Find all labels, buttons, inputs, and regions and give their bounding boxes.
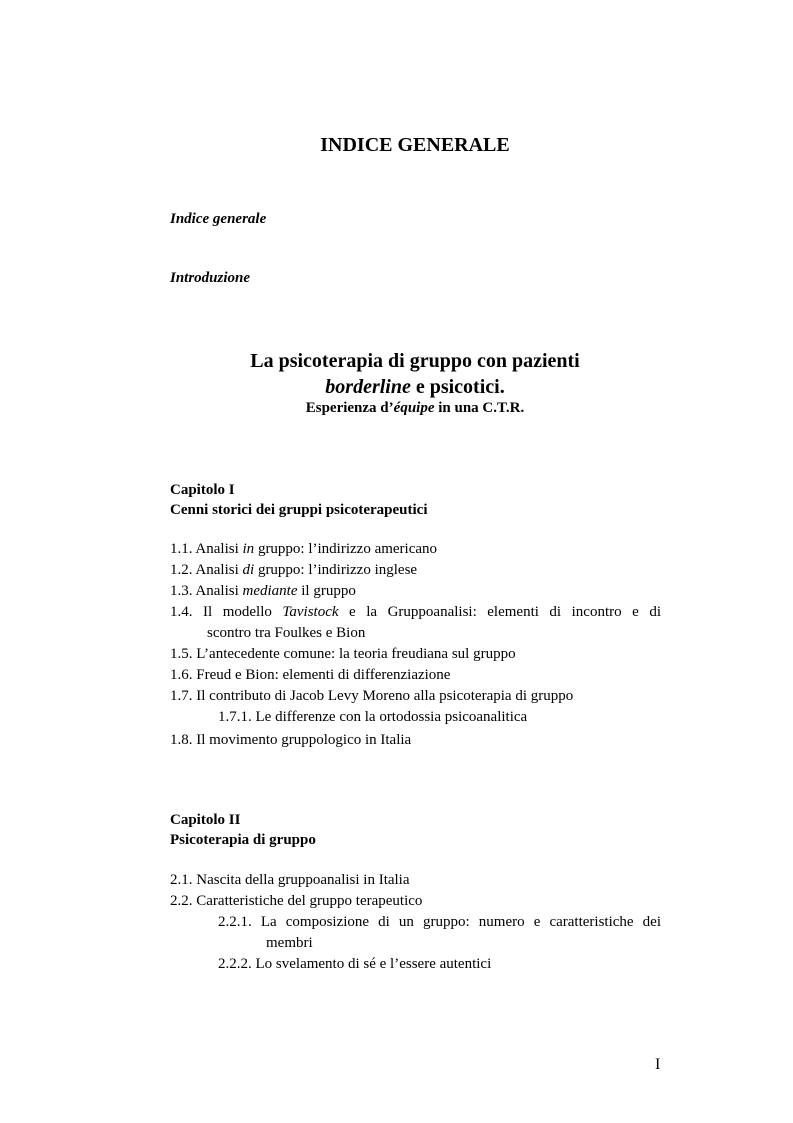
toc-entry-1-8: 1.8. Il movimento gruppologico in Italia (170, 732, 412, 748)
work-title-line-1: La psicoterapia di gruppo con pazienti (250, 350, 580, 372)
entry-text: gruppo: l’indirizzo inglese (254, 562, 418, 578)
toc-entry-1-6: 1.6. Freud e Bion: elementi di differenziazione (170, 667, 451, 683)
toc-entry-1-4 (170, 602, 661, 623)
subtitle-part-b: in una C.T.R. (434, 400, 525, 416)
work-title-line-2-rest: e psicotici. (410, 376, 505, 398)
subtitle-part-a: Esperienza d’ (305, 400, 394, 416)
toc-entry-2-2-1: 2.2.1. La composizione di un gruppo: numero e caratteristiche dei (218, 914, 661, 930)
entry-text: 1.3. Analisi (170, 583, 243, 599)
toc-entry-1-4-continuation: scontro tra Foulkes e Bion (207, 625, 366, 641)
entry-text: gruppo: l’indirizzo americano (254, 541, 438, 557)
toc-item-introduzione: Introduzione (170, 270, 251, 286)
toc-item-indice-generale: Indice generale (170, 211, 267, 227)
entry-italic: Tavistock (282, 604, 339, 620)
entry-italic: in (242, 541, 255, 557)
entry-italic: di (242, 562, 255, 578)
chapter-2-title: Psicoterapia di gruppo (170, 832, 316, 848)
toc-entry-1-7-1: 1.7.1. Le differenze con la ortodossia psicoanalitica (218, 709, 528, 725)
toc-entry-2-1: 2.1. Nascita della gruppoanalisi in Italia (170, 872, 410, 888)
work-title-subtitle (0, 400, 793, 417)
toc-entry-1-2 (170, 560, 417, 581)
work-title-italic: borderline (325, 376, 411, 398)
entry-text: e la Gruppoanalisi: elementi di incontro e di (338, 604, 661, 620)
chapter-1-title: Cenni storici dei gruppi psicoterapeutici (170, 502, 428, 518)
toc-entry-1-3 (170, 581, 356, 602)
toc-entry-1-5: 1.5. L’antecedente comune: la teoria freudiana sul gruppo (170, 646, 516, 662)
work-title-line-2 (0, 376, 793, 399)
entry-text: 1.1. Analisi (170, 541, 243, 557)
entry-text: 1.4. Il modello (170, 604, 283, 620)
toc-entry-1-1 (170, 539, 437, 560)
toc-entry-2-2: 2.2. Caratteristiche del gruppo terapeutico (170, 893, 423, 909)
subtitle-italic: équipe (393, 400, 435, 416)
entry-text: 1.2. Analisi (170, 562, 243, 578)
entry-text: il gruppo (297, 583, 356, 599)
page-number: I (655, 1056, 661, 1073)
toc-entry-1-7: 1.7. Il contributo di Jacob Levy Moreno alla psicoterapia di gruppo (170, 688, 574, 704)
page-title: INDICE GENERALE (320, 134, 510, 156)
chapter-1-label: Capitolo I (170, 482, 235, 498)
toc-entry-2-2-1-continuation: membri (266, 935, 313, 951)
chapter-2-label: Capitolo II (170, 812, 241, 828)
entry-italic: mediante (242, 583, 298, 599)
toc-entry-2-2-2: 2.2.2. Lo svelamento di sé e l’essere autentici (218, 956, 492, 972)
